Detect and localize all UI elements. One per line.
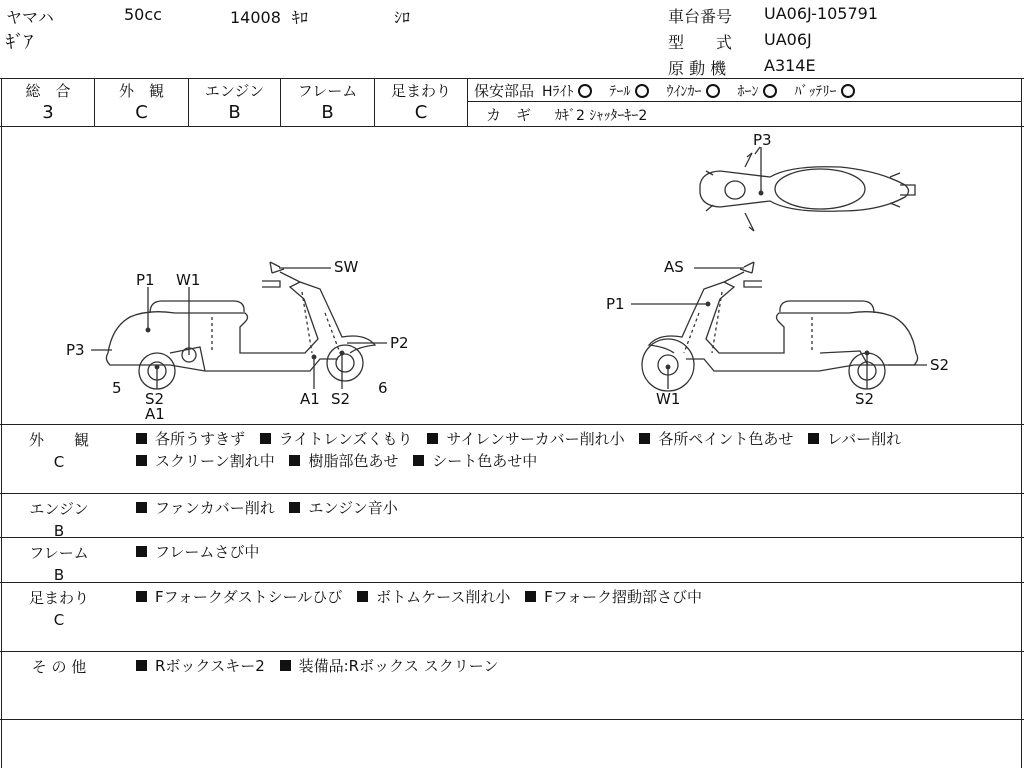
color: ｼﾛ (394, 8, 411, 27)
score-total-label: 総 合 (25, 82, 71, 100)
bullet-square-icon (427, 433, 438, 444)
bullet-square-icon (289, 455, 300, 466)
section-frame-grade: B (53, 566, 65, 584)
section-exterior-grade: C (53, 453, 65, 471)
bullet-square-icon (289, 502, 300, 513)
list-item: シート色あせ中 (413, 452, 537, 470)
section-engine (0, 493, 1024, 540)
section-exterior-label (0, 429, 118, 473)
label-s2-right: S2 (930, 356, 950, 374)
label-as: AS (664, 258, 684, 276)
mileage (230, 5, 308, 28)
engine-label: 原 動 機 (668, 59, 727, 78)
bullet-square-icon (136, 433, 147, 444)
label-a1-left: A1 (145, 405, 165, 423)
mileage-value: 14008 (230, 8, 281, 27)
winker-label: ｳｲﾝｶｰ (666, 83, 702, 100)
bullet-square-icon (525, 591, 536, 602)
section-frame-items (136, 541, 1018, 563)
list-item: Fフォーク摺動部さび中 (525, 588, 702, 606)
section-engine-grade: B (53, 522, 65, 540)
list-item: Rボックスキー2 (136, 657, 265, 675)
divider (467, 101, 1022, 102)
marker-dot (706, 302, 710, 306)
marker-dot (340, 351, 344, 355)
bullet-square-icon (639, 433, 650, 444)
section-suspension-grade: C (53, 611, 65, 629)
score-engine-label: エンジン (204, 82, 265, 100)
section-engine-items (136, 497, 1018, 519)
list-item: サイレンサーカバー削れ小 (427, 430, 624, 448)
label-sw: SW (334, 258, 359, 276)
section-other-label (0, 656, 118, 678)
section-suspension (0, 582, 1024, 651)
section-suspension-items (136, 586, 1018, 608)
list-item: ファンカバー削れ (136, 499, 275, 517)
safety-parts-title: 保安部品 (474, 82, 535, 100)
section-exterior-title: 外 観 (28, 431, 89, 449)
marker-dot (146, 328, 150, 332)
label-p1-right: P1 (606, 295, 625, 313)
section-suspension-title: 足まわり (28, 589, 89, 607)
section-frame-title: フレーム (29, 544, 89, 562)
label-p3-left: P3 (66, 341, 85, 359)
headlight-ok-icon (578, 84, 592, 98)
horn-label: ﾎｰﾝ (737, 83, 759, 100)
frame-no-label: 車台番号 (668, 7, 733, 26)
label-p3-top: P3 (753, 131, 772, 149)
bullet-square-icon (413, 455, 424, 466)
bullet-square-icon (808, 433, 819, 444)
label-n6: 6 (378, 379, 388, 397)
score-total: 3 (42, 102, 54, 123)
list-item: レバー削れ (808, 430, 901, 448)
scooter-diagram (0, 127, 1024, 424)
score-exterior: C (135, 102, 148, 123)
bullet-square-icon (136, 591, 147, 602)
list-item: フレームさび中 (136, 543, 259, 561)
section-blank (0, 719, 1024, 768)
section-other-title: そ の 他 (31, 658, 87, 676)
safety-parts (474, 80, 855, 101)
score-exterior-label: 外 観 (118, 82, 164, 100)
tail-ok-icon (635, 84, 649, 98)
section-other (0, 651, 1024, 719)
type-label: 型 式 (668, 33, 733, 52)
score-frame-label: フレーム (297, 82, 358, 100)
label-s2-mid: S2 (331, 390, 351, 408)
type-value: UA06J (764, 30, 812, 49)
key-row (486, 104, 647, 125)
divider (467, 78, 468, 126)
marker-dot (865, 351, 869, 355)
list-item: Fフォークダストシールひび (136, 588, 342, 606)
battery-ok-icon (841, 84, 855, 98)
tail-label: ﾃｰﾙ (609, 83, 631, 100)
score-suspension: C (414, 102, 428, 123)
section-suspension-label (0, 587, 118, 631)
frame-no: UA06J-105791 (764, 4, 879, 23)
label-s2-right-bottom: S2 (855, 390, 875, 408)
label-s2-left: S2 (145, 390, 165, 408)
mileage-unit: ｷﾛ (292, 8, 309, 27)
engine-value: A314E (764, 56, 816, 75)
bullet-square-icon (136, 455, 147, 466)
battery-label: ﾊﾞｯﾃﾘｰ (794, 83, 837, 100)
bullet-square-icon (136, 546, 147, 557)
displacement: 50cc (124, 5, 162, 24)
bullet-square-icon (260, 433, 271, 444)
list-item: 各所ペイント色あせ (639, 430, 793, 448)
list-item: 樹脂部色あせ (289, 452, 398, 470)
bullet-square-icon (136, 502, 147, 513)
winker-ok-icon (706, 84, 720, 98)
bullet-square-icon (280, 660, 291, 671)
section-other-items (136, 655, 1018, 677)
scooter-right-view (642, 262, 918, 391)
model-name: ｷﾞｱ (6, 32, 33, 53)
section-frame-label (0, 542, 118, 586)
list-item: スクリーン割れ中 (136, 452, 275, 470)
key-text: ｶｷﾞ2 ｼｬｯﾀｰｷｰ2 (555, 107, 648, 124)
label-p1-left: P1 (136, 271, 155, 289)
label-p2: P2 (390, 334, 409, 352)
list-item: ライトレンズくもり (260, 430, 413, 448)
score-frame: B (321, 102, 334, 123)
marker-dot (666, 365, 670, 369)
list-item: 装備品:Rボックス スクリーン (280, 657, 499, 675)
score-engine: B (228, 102, 241, 123)
marker-dot (759, 191, 763, 195)
section-engine-label (0, 498, 118, 542)
section-frame (0, 537, 1024, 582)
divider (0, 78, 1024, 79)
headlight-label: Hﾗｲﾄ (542, 83, 574, 100)
horn-ok-icon (763, 84, 777, 98)
label-w1-right: W1 (656, 390, 681, 408)
section-exterior-items (136, 428, 1018, 472)
key-label: カ ギ (486, 106, 532, 124)
section-engine-title: エンジン (29, 500, 89, 518)
list-item: ボトムケース削れ小 (357, 588, 510, 606)
list-item: エンジン音小 (289, 499, 397, 517)
marker-dot (312, 355, 316, 359)
scooter-top-view (700, 147, 915, 231)
label-a1-mid: A1 (300, 390, 320, 408)
score-suspension-label: 足まわり (390, 82, 451, 100)
marker-dot (155, 365, 159, 369)
label-n5: 5 (112, 379, 122, 397)
label-w1-left: W1 (176, 271, 201, 289)
bullet-square-icon (136, 660, 147, 671)
list-item: 各所うすきず (136, 430, 245, 448)
maker: ヤマハ (6, 8, 54, 27)
section-exterior (0, 424, 1024, 493)
bullet-square-icon (357, 591, 368, 602)
